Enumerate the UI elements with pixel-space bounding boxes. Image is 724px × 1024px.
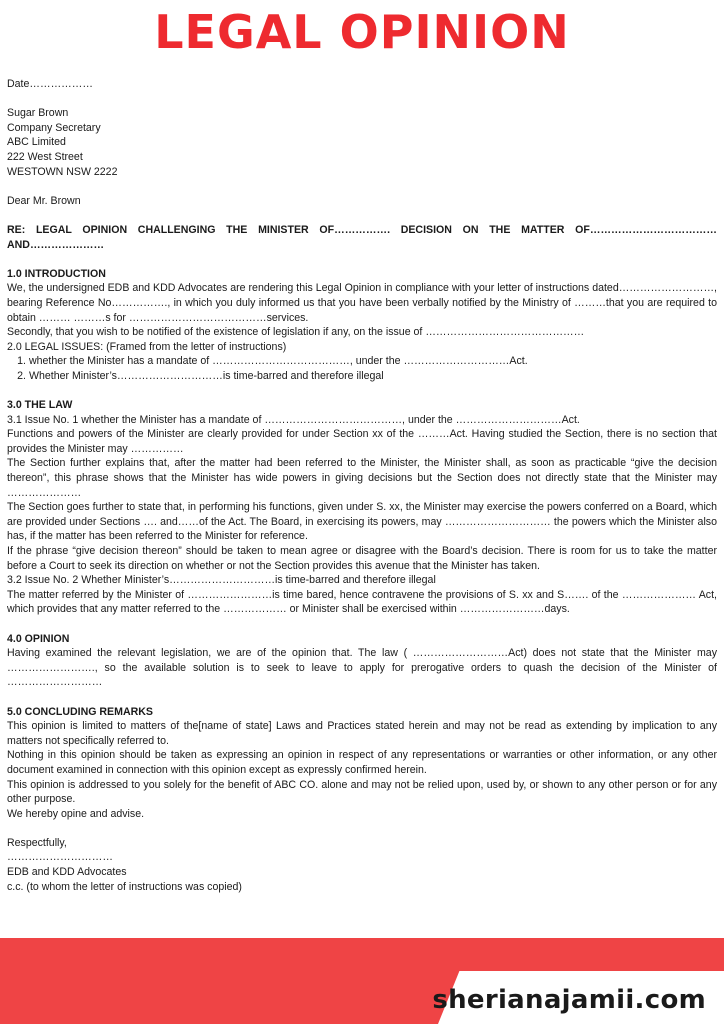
recipient-name: Sugar Brown [7, 107, 69, 120]
section-heading-concluding-remarks: 5.0 CONCLUDING REMARKS [7, 705, 153, 718]
paragraph: 3.1 Issue No. 1 whether the Minister has a mandate of …………………………………, under the …………………………Act. [7, 413, 580, 426]
salutation: Dear Mr. Brown [7, 194, 81, 207]
firm-name: EDB and KDD Advocates [7, 866, 127, 879]
recipient-address [7, 106, 717, 179]
paragraph: If the phrase “give decision thereon” should be taken to mean agree or disagree with the Board’s decision. There is room for us to take the matter before a Court to seek its direction on whether or not the Section provides this avenue that the Minister has taken. [7, 545, 717, 572]
list-text: whether the Minister has a mandate of …………………………………, under the …………………………Act. [29, 355, 528, 368]
section-heading-legal-issues: 2.0 LEGAL ISSUES: (Framed from the letter of instructions) [7, 340, 287, 353]
paragraph: This opinion is limited to matters of the[name of state] Laws and Practices stated herein and may not be read as extending by implication to any matters not specifically referred to. [7, 720, 717, 747]
page-title: LEGAL OPINION [154, 5, 570, 59]
paragraph: The matter referred by the Minister of ……………………is time bared, hence contravene the provisions of S. xx and S……. of the ………………… Act, which provides that any matter referred to the ……………… or Minister shall be exercised within ……………………days. [7, 588, 717, 616]
recipient-title: Company Secretary [7, 121, 101, 134]
section-heading-opinion: 4.0 OPINION [7, 632, 70, 645]
cc-line: c.c. (to whom the letter of instructions was copied) [7, 880, 242, 893]
paragraph: The Section goes further to state that, in performing his functions, given under S. xx, the Minister may exercise the powers conferred on a Board, which are provided under Sections …. and……of the Act. The Board, in exercising its powers, may ………………………… the powers which the Minister also has, if the matter has been referred to the Minister for reference. [7, 501, 717, 543]
list-number: 1. [17, 355, 26, 368]
paragraph: Functions and powers of the Minister are clearly provided for under Section xx of the ………Act. Having studied the Section, there is no section that provides the Minister may …………… [7, 428, 717, 455]
recipient-city: WESTOWN NSW 2222 [7, 165, 118, 178]
subject-line: RE: LEGAL OPINION CHALLENGING THE MINISTER OF……………. DECISION ON THE MATTER OF……………………………… AND………………… [7, 223, 717, 251]
paragraph: 3.2 Issue No. 2 Whether Minister’s…………………………is time-barred and therefore illegal [7, 574, 436, 587]
section-heading-introduction: 1.0 INTRODUCTION [7, 267, 106, 280]
paragraph: Secondly, that you wish to be notified of the existence of legislation if any, on the issue of ……………………………………… [7, 326, 585, 339]
list-text: Whether Minister’s…………………………is time-barred and therefore illegal [29, 369, 384, 382]
recipient-company: ABC Limited [7, 136, 66, 149]
legal-opinion-document [7, 77, 717, 894]
list-number: 2. [17, 369, 26, 382]
paragraph: This opinion is addressed to you solely for the benefit of ABC CO. alone and may not be relied upon, used by, or shown to any other person or for any other purpose. [7, 778, 717, 806]
website-brand: sherianajamii.com [432, 985, 706, 1015]
paragraph: Nothing in this opinion should be taken as expressing an opinion in respect of any representations or warranties or other information, or any other document examined in connection with this opinion except as expressly confirmed herein. [7, 749, 717, 776]
date-line: Date……………… [7, 78, 93, 90]
signature-line: ………………………… [7, 851, 113, 864]
recipient-street: 222 West Street [7, 150, 83, 163]
paragraph: We hereby opine and advise. [7, 807, 145, 820]
paragraph: We, the undersigned EDB and KDD Advocates are rendering this Legal Opinion in compliance with your letter of instructions dated………………………, bearing Reference No……………., in which you duly informed us that you have been verbally notified by the Ministry of ………that you are required to obtain ……… ………s for …………………………………services. [7, 282, 717, 324]
paragraph: The Section further explains that, after the matter had been referred to the Minister, the Minister shall, as soon as practicable “give the decision thereon”, this phrase shows that the Minister has wide powers in giving decisions but the Section does not directly state that the Minister may ………………… [7, 457, 717, 499]
list-item [7, 369, 717, 384]
paragraph: Having examined the relevant legislation, we are of the opinion that. The law ( ………………………Act) does not state that the Minister may ……………………., so the available solution is to seek to leave to apply for prerogative orders to quash the decision of the Minister of ……………………… [7, 647, 717, 689]
list-item [7, 354, 717, 369]
closing: Respectfully, [7, 836, 67, 849]
section-heading-the-law: 3.0 THE LAW [7, 399, 73, 412]
